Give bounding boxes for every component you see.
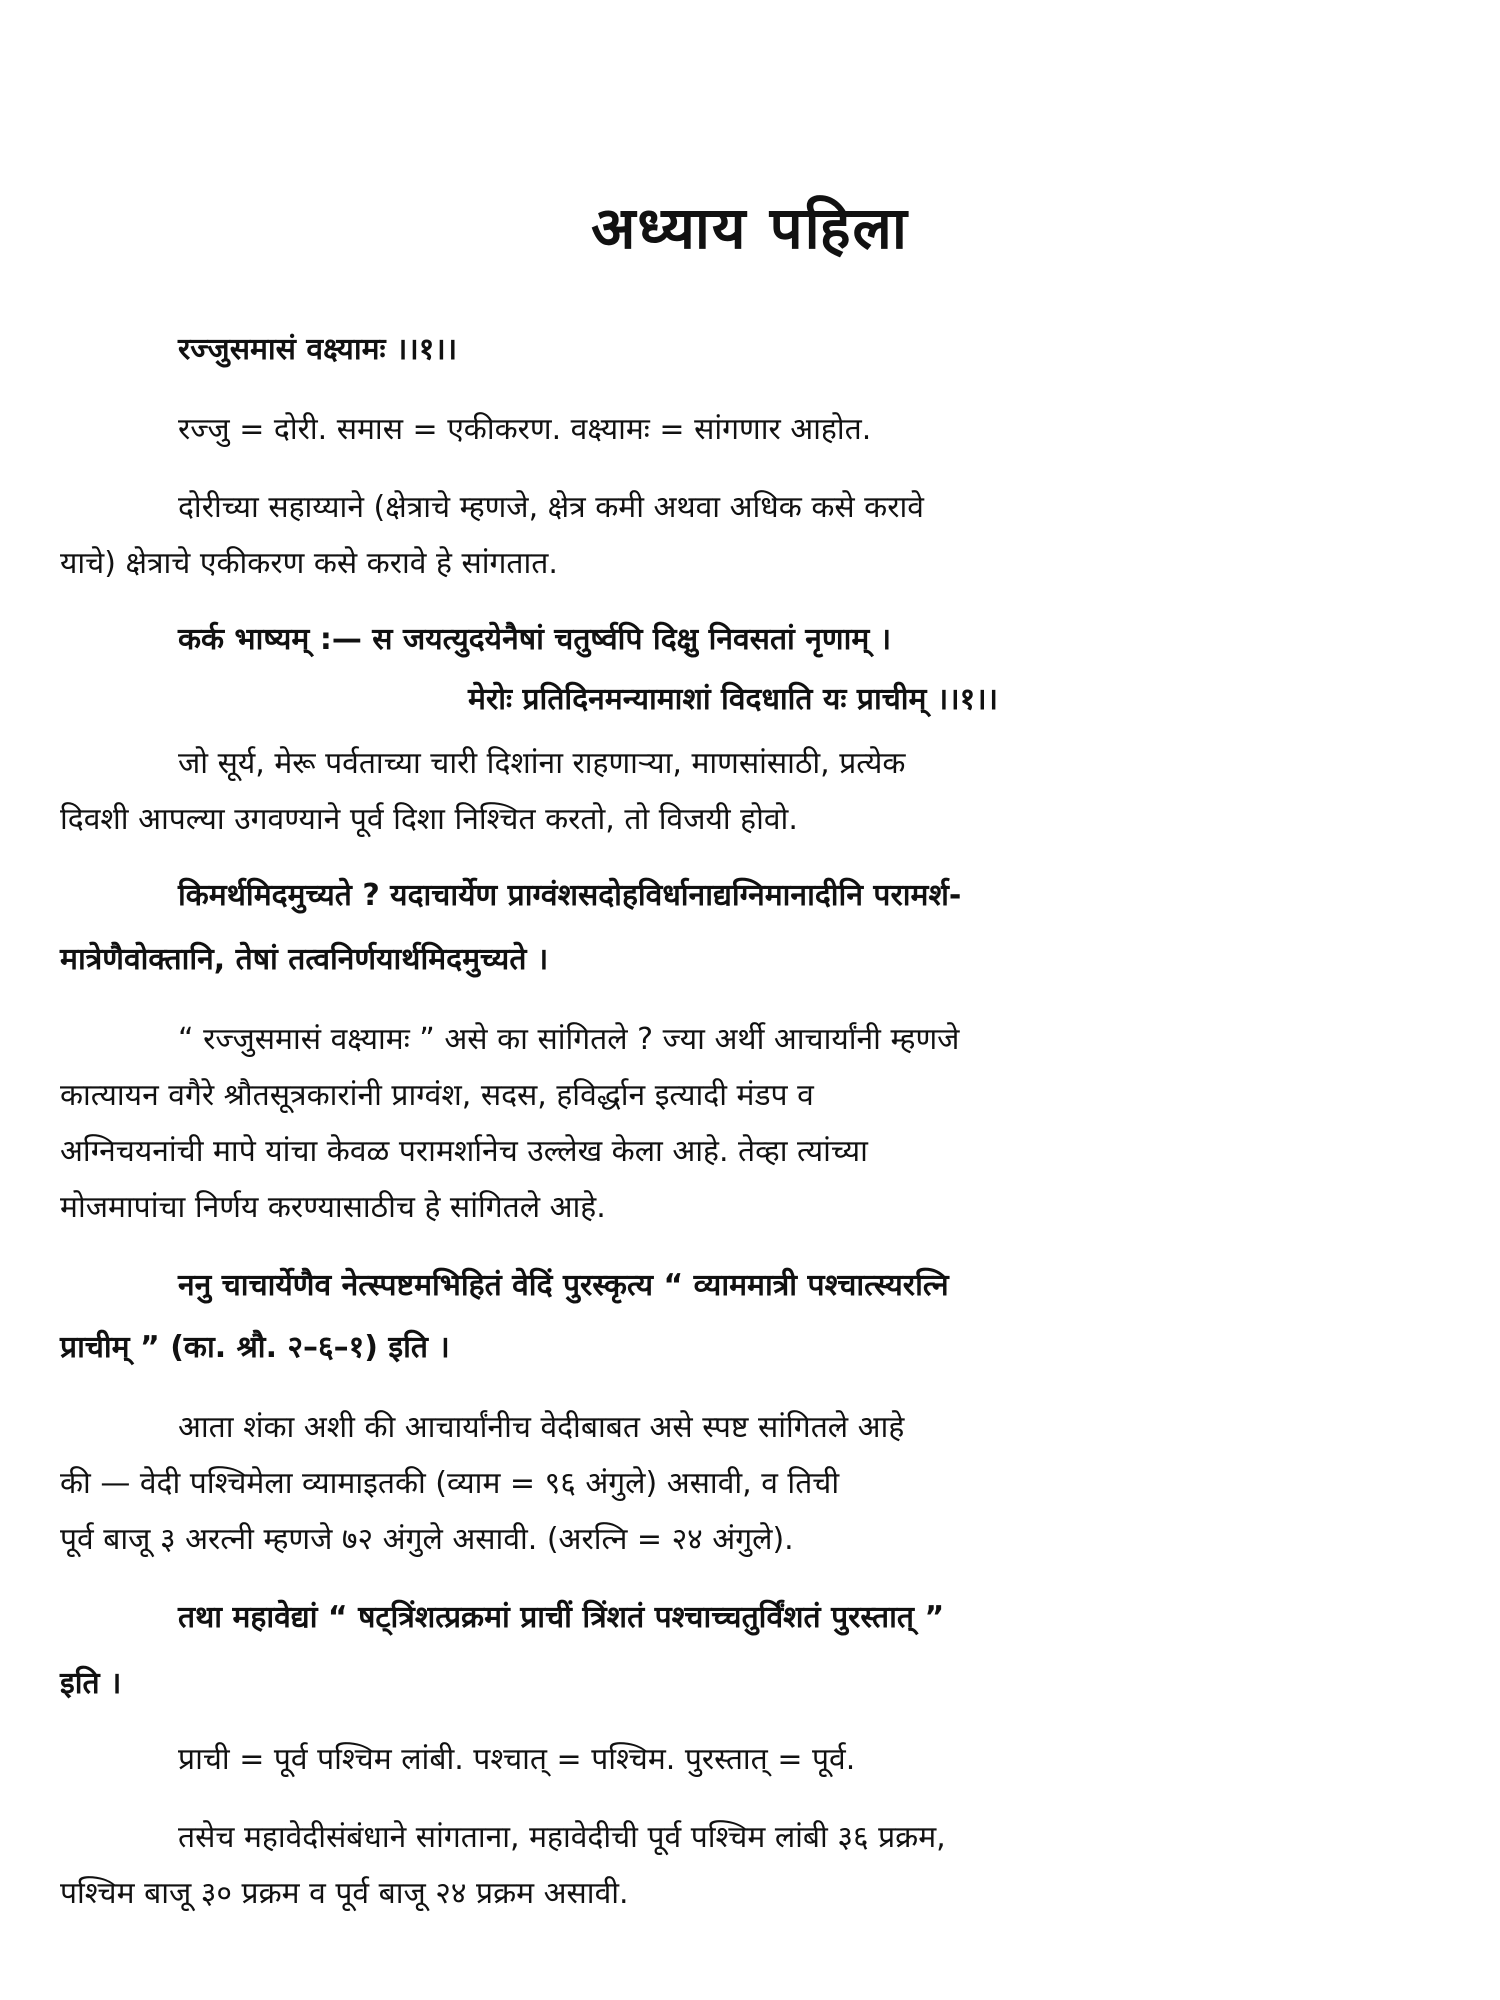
paragraph-line: पश्चिम बाजू ३० प्रक्रम व पूर्व बाजू २४ प्रक्रम असावी. (60, 1876, 629, 1911)
paragraph-line: प्राची = पूर्व पश्चिम लांबी. पश्चात् = पश्चिम. पुरस्तात् = पूर्व. (178, 1742, 856, 1777)
sanskrit-line: मात्रेणैवोक्तानि, तेषां तत्वनिर्णयार्थमिदमुच्यते । (60, 942, 549, 977)
chapter-title: अध्याय पहिला (591, 194, 909, 262)
sanskrit-line: ननु चाचार्येणैव नेत्स्पष्टमभिहितं वेदिं पुरस्कृत्य “ व्याममात्री पश्चात्स्यरत्नि (178, 1268, 949, 1303)
word-meaning-line: रज्जु = दोरी. समास = एकीकरण. वक्ष्यामः = सांगणार आहोत. (178, 412, 872, 447)
paragraph-line: की — वेदी पश्चिमेला व्यामाइतकी (व्याम = ९६ अंगुले) असावी, व तिची (60, 1466, 840, 1501)
sutra-line: रज्जुसमासं वक्ष्यामः ।।१।। (178, 332, 458, 367)
paragraph-line: दिवशी आपल्या उगवण्याने पूर्व दिशा निश्चित करतो, तो विजयी होवो. (60, 802, 798, 837)
sanskrit-line: तथा महावेद्यां “ षट्त्रिंशत्प्रक्रमां प्राचीं त्रिंशतं पश्चाच्चतुर्विंशतं पुरस्तात् ” (178, 1600, 945, 1635)
paragraph-line: दोरीच्या सहाय्याने (क्षेत्राचे म्हणजे, क्षेत्र कमी अथवा अधिक कसे करावे (178, 490, 924, 525)
paragraph-line: कात्यायन वगैरे श्रौतसूत्रकारांनी प्राग्वंश, सदस, हविर्द्धान इत्यादी मंडप व (60, 1078, 814, 1113)
paragraph-line: तसेच महावेदीसंबंधाने सांगताना, महावेदीची पूर्व पश्चिम लांबी ३६ प्रक्रम, (178, 1820, 946, 1855)
bhashya-verse-line: मेरोः प्रतिदिनमन्यामाशां विदधाति यः प्राचीम् ।।१।। (468, 682, 999, 717)
sanskrit-line: प्राचीम् ” (का. श्रौ. २–६–१) इति । (60, 1330, 450, 1365)
sanskrit-line: किमर्थमिदमुच्यते ? यदाचार्येण प्राग्वंशसदोहविर्धानाद्यग्निमानादीनि परामर्श- (178, 878, 962, 913)
sanskrit-line: इति । (60, 1666, 122, 1701)
paragraph-line: याचे) क्षेत्राचे एकीकरण कसे करावे हे सांगतात. (60, 546, 558, 581)
bhashya-verse-line: कर्क भाष्यम् :— स जयत्युदयेनैषां चतुर्ष्वपि दिक्षु निवसतां नृणाम् । (178, 622, 892, 657)
paragraph-line: पूर्व बाजू ३ अरत्नी म्हणजे ७२ अंगुले असावी. (अरत्नि = २४ अंगुले). (60, 1522, 794, 1557)
paragraph-line: जो सूर्य, मेरू पर्वताच्या चारी दिशांना राहणाऱ्या, माणसांसाठी, प्रत्येक (178, 746, 906, 781)
paragraph-line: आता शंका अशी की आचार्यांनीच वेदीबाबत असे स्पष्ट सांगितले आहे (178, 1410, 905, 1445)
paragraph-line: अग्निचयनांची मापे यांचा केवळ परामर्शानेच उल्लेख केला आहे. तेव्हा त्यांच्या (60, 1134, 868, 1169)
paragraph-line: मोजमापांचा निर्णय करण्यासाठीच हे सांगितले आहे. (60, 1190, 606, 1225)
paragraph-line: “ रज्जुसमासं वक्ष्यामः ” असे का सांगितले ? ज्या अर्थी आचार्यांनी म्हणजे (178, 1022, 960, 1057)
